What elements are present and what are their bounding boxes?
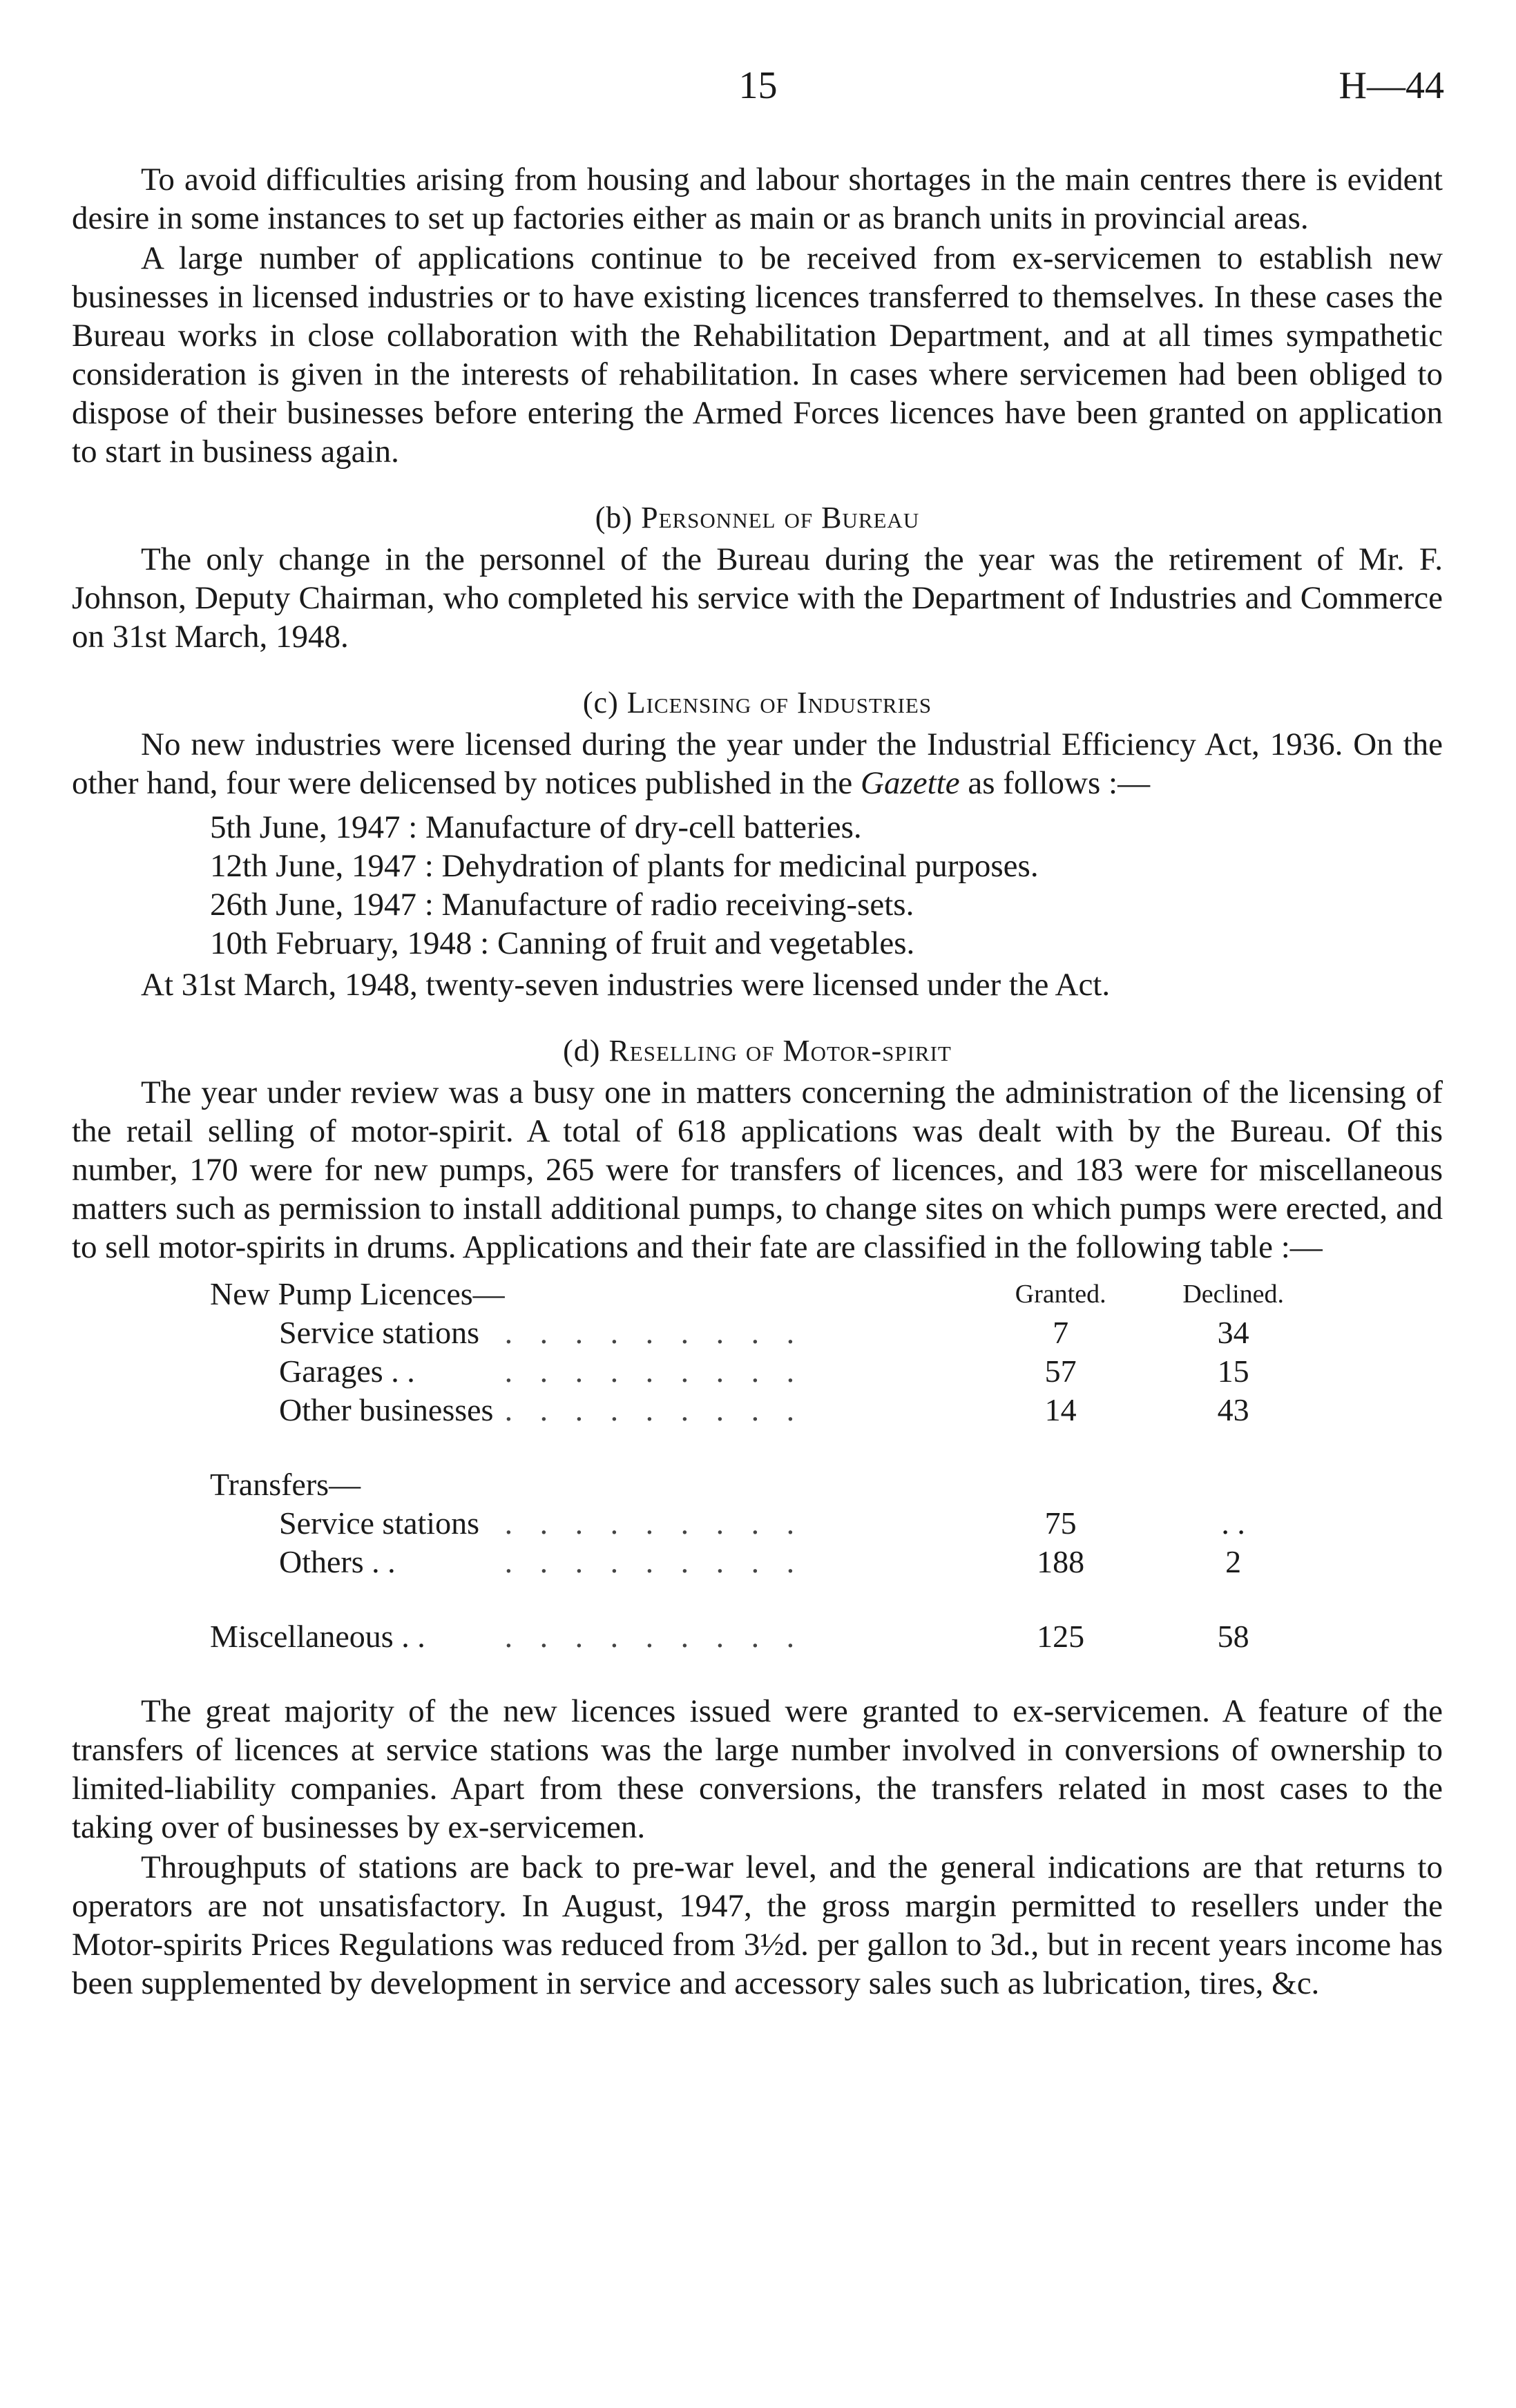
list-item: 12th June, 1947 : Dehydration of plants for medicinal purposes. [210,848,1039,884]
list-item: 10th February, 1948 : Canning of fruit and vegetables. [210,925,915,961]
delicensed-list [210,808,1443,963]
section-heading-licensing [72,684,1443,722]
leader-dots: . . . . . . . . . [504,1315,805,1350]
table-group-row [210,1465,1320,1504]
document-reference: H—44 [1339,64,1444,107]
leader-dots: . . . . . . . . . [504,1392,805,1427]
column-header-granted: Granted. [1015,1280,1106,1309]
list-item: 26th June, 1947 : Manufacture of radio receiving-sets. [210,887,914,923]
gazette-italic: Gazette [861,765,960,801]
paragraph-licensing [72,725,1443,802]
pump-licences-table [210,1275,1320,1656]
leader-dots: . . . . . . . . . [504,1354,805,1389]
declined-value: 2 [1225,1544,1242,1579]
column-header-declined: Declined. [1182,1280,1284,1309]
section-title: Personnel of Bureau [641,501,920,534]
page-number: 15 [738,64,778,107]
declined-value: 58 [1217,1619,1249,1654]
table-row [210,1617,1320,1656]
row-label: Other businesses [279,1392,494,1427]
list-item: 5th June, 1947 : Manufacture of dry-cell batteries. [210,809,862,845]
leader-dots: . . . . . . . . . [504,1619,805,1654]
table-row [210,1543,1320,1581]
table-row [210,1352,1320,1391]
table-header-row [210,1275,1320,1313]
page-body [72,160,1443,2004]
paragraph-ex-servicemen: The great majority of the new licences issued were granted to ex-servicemen. A feature of the transfers of licences at service stations was the large number involved in conversions of ownership to limited-liability companies. Apart from these conversions, the transfers related in most cases to the taking over of businesses by ex-servicemen. [72,1693,1443,1845]
section-letter: (d) [563,1034,601,1068]
row-label: Miscellaneous . . [210,1619,425,1654]
row-label: Service stations [279,1505,479,1541]
paragraph-factories: To avoid difficulties arising from housing and labour shortages in the main centres there is evident desire in some instances to set up factories either as main or as branch units in provincial areas. [72,162,1443,236]
section-letter: (c) [582,686,619,720]
table-row [210,1504,1320,1543]
row-label: Garages . . [279,1354,415,1389]
section-letter: (b) [595,501,633,534]
paragraph-throughputs: Throughputs of stations are back to pre-war level, and the general indications are that returns to operators are not unsatisfactory. In August, 1947, the gross margin permitted to resellers under the Motor-spirits Prices Regulations was reduced from 3½d. per gallon to 3d., but in recent years income has been supplemented by development in service and accessory sales such as lubrication, tires, &c. [72,1849,1443,2001]
granted-value: 188 [1037,1544,1085,1579]
paragraph-personnel: The only change in the personnel of the Bureau during the year was the retirement of Mr. F. Johnson, Deputy Chairman, who completed his service with the Department of Industries and Commerce on 31st March, 1948. [72,541,1443,655]
licensing-text-end: as follows :— [959,765,1151,801]
leader-dots: . . . . . . . . . [504,1505,805,1541]
group-label-new: New Pump Licences— [210,1276,505,1311]
table-row [210,1313,1320,1352]
page-header [72,64,1444,112]
section-title: Licensing of Industries [626,686,932,720]
granted-value: 125 [1037,1619,1085,1654]
table-row [210,1391,1320,1429]
row-label: Service stations [279,1315,479,1350]
section-heading-personnel [72,499,1443,537]
granted-value: 7 [1053,1315,1069,1350]
granted-value: 57 [1044,1354,1077,1389]
section-title: Reselling of Motor-spirit [608,1034,952,1068]
licensing-text-start: No new industries were licensed during the year under the Industrial Efficiency Act, 1936. On the other hand, four were delicensed by notices published in the [72,726,1443,801]
paragraph-applications: A large number of applications continue to be received from ex-servicemen to establish new businesses in licensed industries or to have existing licences transferred to themselves. In these cases the Bureau works in close collaboration with the Rehabilitation Department, and at all times sympathetic consideration is given in the interests of rehabilitation. In cases where servicemen had been obliged to dispose of their businesses before entering the Armed Forces licences have been granted on application to start in business again. [72,240,1443,470]
group-label-transfers: Transfers— [210,1467,361,1502]
declined-value: 15 [1217,1354,1249,1389]
granted-value: 14 [1044,1392,1077,1427]
row-label: Others . . [279,1544,396,1579]
section-heading-motor-spirit [72,1032,1443,1070]
paragraph-motor-spirit: The year under review was a busy one in matters concerning the administration of the licensing of the retail selling of motor-spirit. A total of 618 applications was dealt with by the Bureau. Of this number, 170 were for new pumps, 265 were for transfers of licences, and 183 were for miscellaneous matters such as permission to install additional pumps, to change sites on which pumps were erected, and to sell motor-spirits in drums. Applications and their fate are classified in the following table :— [72,1075,1443,1265]
declined-value: 34 [1217,1315,1249,1350]
declined-value: . . [1221,1505,1245,1541]
paragraph-licensed-count: At 31st March, 1948, twenty-seven industries were licensed under the Act. [141,967,1111,1003]
leader-dots: . . . . . . . . . [504,1544,805,1579]
declined-value: 43 [1217,1392,1249,1427]
granted-value: 75 [1044,1505,1077,1541]
